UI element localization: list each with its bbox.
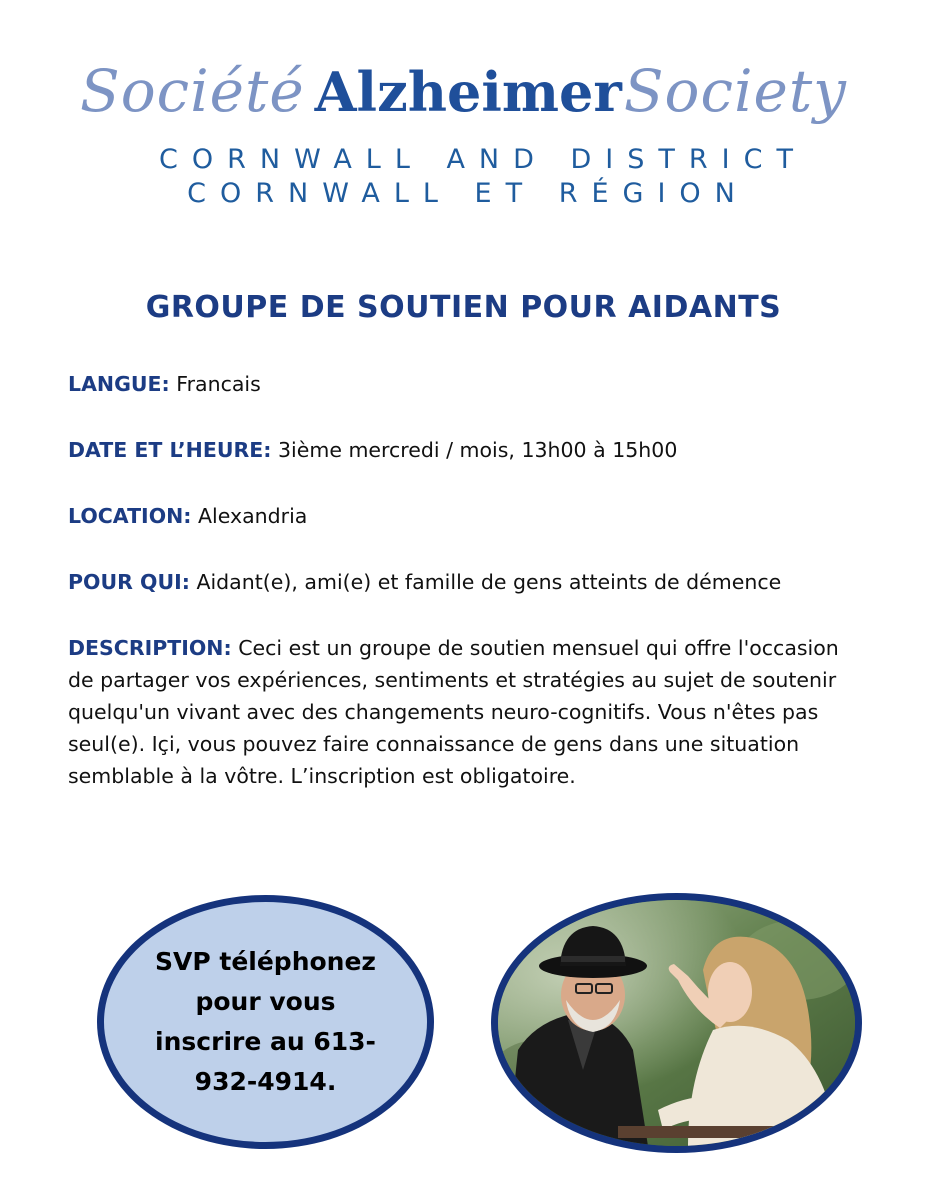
langue-label: LANGUE: <box>68 372 170 396</box>
registration-callout-text: SVP téléphonez pour vous inscrire au 613-932-4914. <box>155 947 376 1096</box>
registration-callout <box>97 895 434 1149</box>
logo-line-french: CORNWALL ET RÉGION <box>187 178 749 209</box>
langue-value: Francais <box>176 372 261 396</box>
location-value: Alexandria <box>198 504 308 528</box>
location-label: LOCATION: <box>68 504 192 528</box>
date-row <box>68 434 848 466</box>
logo-word-alzheimer: Alzheimer <box>314 60 622 124</box>
pour-qui-label: POUR QUI: <box>68 570 190 594</box>
logo-wordmark <box>80 57 847 125</box>
logo-line-english: CORNWALL AND DISTRICT <box>159 144 807 175</box>
caregiver-photo <box>491 893 862 1153</box>
caregiver-photo-illustration <box>498 900 855 1146</box>
society-logo <box>80 57 850 212</box>
pour-qui-row <box>68 566 848 598</box>
description-label: DESCRIPTION: <box>68 636 232 660</box>
date-label: DATE ET L’HEURE: <box>68 438 272 462</box>
page-title: GROUPE DE SOUTIEN POUR AIDANTS <box>145 290 782 325</box>
pour-qui-value: Aidant(e), ami(e) et famille de gens atteints de démence <box>196 570 782 594</box>
logo-word-societe: Société <box>80 57 305 125</box>
description-row <box>68 632 848 792</box>
description-value: Ceci est un groupe de soutien mensuel qui offre l'occasion de partager vos expériences, sentiments et stratégies au sujet de soutenir quelqu'un vivant avec des changements neuro-cognitifs. Vous n'êtes pas seul(e). Içi, vous pouvez faire connaissance de gens dans une situation semblable à la vôtre. L’inscription est obligatoire. <box>68 636 839 788</box>
date-value: 3ième mercredi / mois, 13h00 à 15h00 <box>278 438 678 462</box>
langue-row <box>68 368 848 400</box>
logo-word-society: Society <box>623 57 847 125</box>
location-row <box>68 500 848 532</box>
